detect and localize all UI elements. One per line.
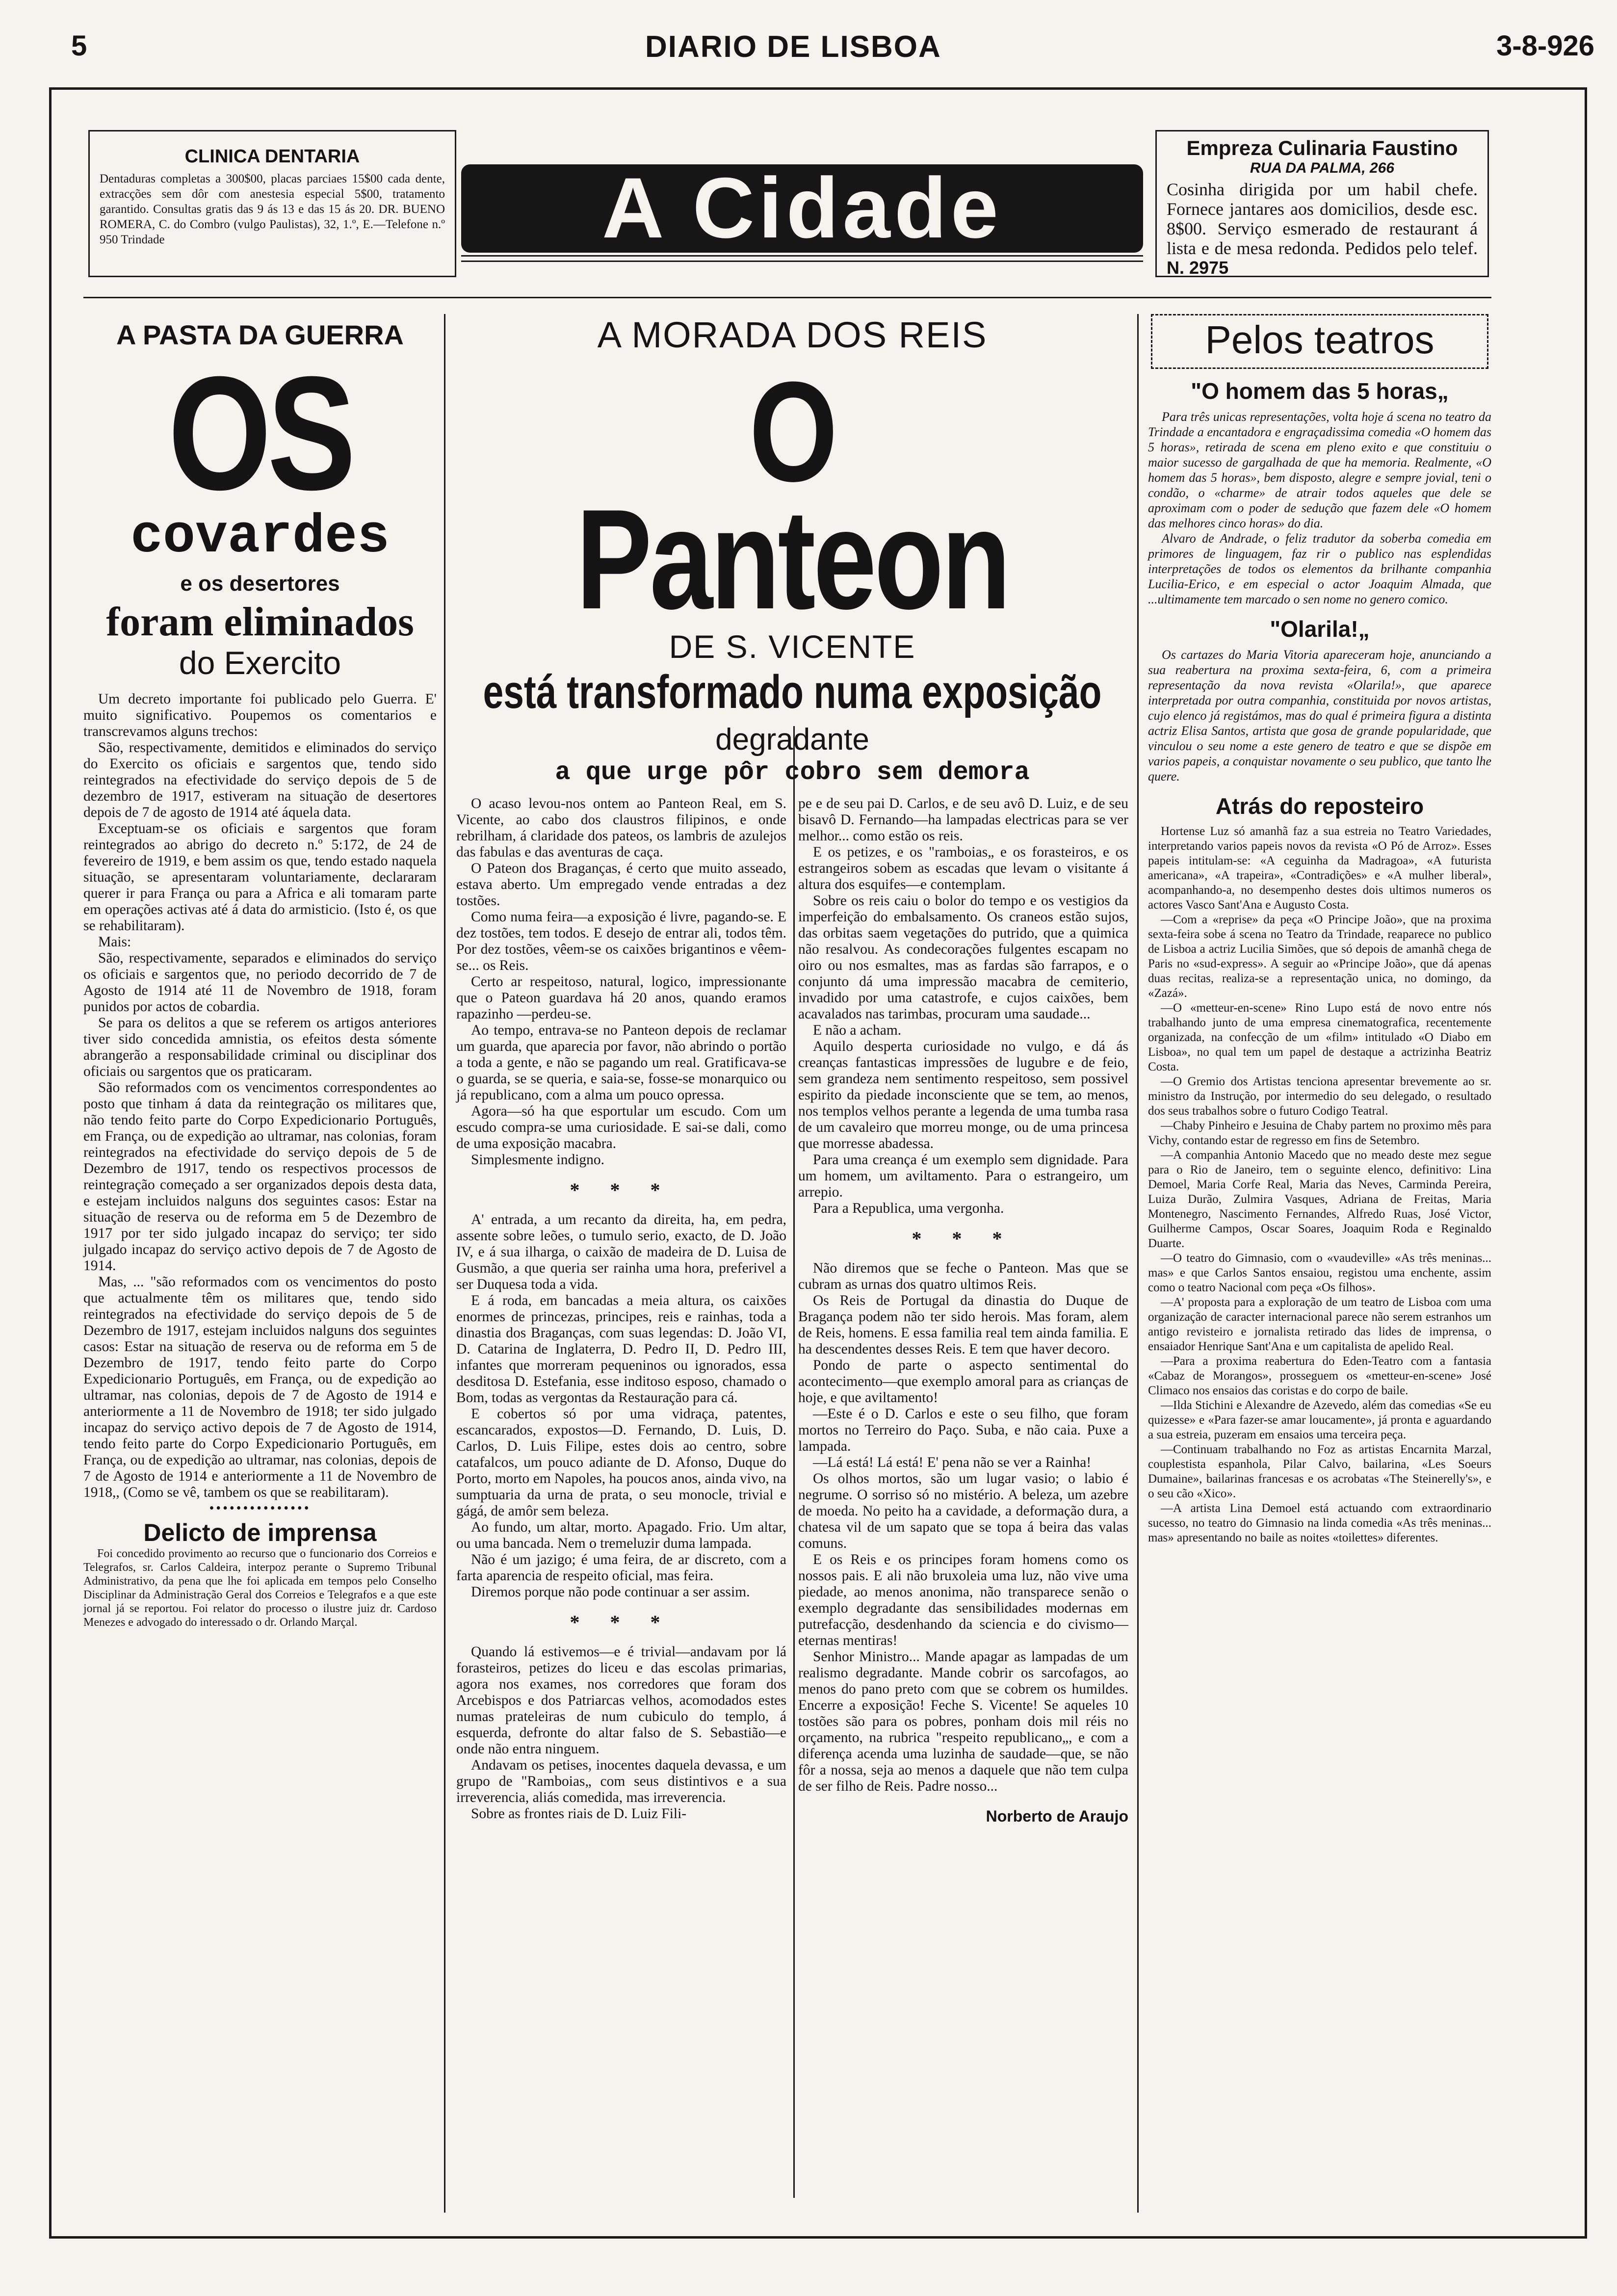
paragraph: O acaso levou-nos ontem ao Panteon Real, em S. Vicente, ao cabo dos claustros filipinos, e onde rebrilham, á claridade dos pateos, os lambris de azulejos das fabulas e das aventuras de caça.	[456, 796, 786, 860]
paragraph: Diremos porque não pode continuar a ser assim.	[471, 1584, 750, 1600]
subheading: "Olarila!„	[1270, 616, 1370, 642]
text-column-1	[456, 796, 786, 1825]
paragraph: Ao tempo, entrava-se no Panteon depois de reclamar um guarda, que aparecia por favor, não abrindo o portão a toda a gente, e não se pagando um real. Gratificava-se o guarda, se se queria, e saia-se, fosse-se monarquico ou já republicano, com a alma um pouco opressa.	[456, 1022, 786, 1103]
issue-date: 3-8-926	[1496, 30, 1594, 62]
paragraph: Os cartazes do Maria Vitoria apareceram hoje, anunciando a sua reabertura na proxima sexta-feira, 6, com a primeira representação da nova revista «Olarila!», que aparece interpretada por outra companhia, constituida por novos artistas, cujo elenco já registámos, mas do qual é primeira figura a distinta actriz Elisa Santos, artista que gosa de grande popularidade, que vinculou o seu nome a este genero de teatro e que se dispõe em varios papeis, a conquistar novamente o seu publico, que tanto lhe quere.	[1148, 648, 1491, 783]
headline-main: O Panteon	[576, 352, 1009, 639]
column-divider	[1137, 314, 1139, 2213]
paragraph: Senhor Ministro... Mande apagar as lampadas de um realismo degradante. Mande cobrir os sarcofagos, ao menos do pano preto com que se cobrem os humildes. Encerre a exposição! Feche S. Vicente! Se aqueles 10 tostões são para os pobres, ponham dois mil réis no orçamento, na rubrica "respeito republicano„, e com a diferença acenda uma luzinha de saudade—que, se não fôr a nossa, seja ao menos a daquele que não tem culpa de ser filho de Reis. Padre nosso...	[798, 1649, 1128, 1794]
paragraph: Para três unicas representações, volta hoje á scena no teatro da Trindade a encantadora e engraçadissima comedia «O homem das 5 horas», retirada de scena em pleno exito e que constituiu o maior sucesso de gargalhada de que ha memoria. Realmente, «O homem das 5 horas», bem disposto, alegre e sempre jovial, teni o condão, o «charme» de atrair todos aqueles que dele se aproximam com o poder de sedução que fazem dele «O homem das melhores cinco horas» do dia.	[1148, 410, 1491, 530]
news-item: —A artista Lina Demoel está actuando com extraordinario sucesso, no teatro do Gimnasio na linda comedia «As três meninas... mas» apresentando no baile as noites «toilettes» diferentes.	[1148, 1502, 1491, 1544]
column-title: Pelos teatros	[1151, 314, 1488, 369]
headline-line3: e os desertores	[180, 572, 340, 596]
news-item: —Ilda Stichini e Alexandre de Azevedo, além das comedias «Se eu quizesse» e «Para fazer-se amar loucamente», já pronta e aguardando a sua estreia, puzeram em ensaios uma terceira peça.	[1148, 1399, 1491, 1441]
delicto-title: Delicto de imprensa	[143, 1519, 377, 1546]
paragraph: Sobre as frontes riais de D. Luiz Fili-	[471, 1806, 687, 1822]
news-item: —Com a «reprise» da peça «O Principe João», que na proxima sexta-feira sobe á scena no Teatro da Trindade, reaparece no publico de Lisboa a actriz Lucilia Simões, que só depois de amanhã chega de Paris no «sud-express». A seguir ao «Principe João», que dá apenas duas recitas, realiza-se a representação unica, no domingo, da «Zazá».	[1148, 913, 1491, 1000]
ad-body: Dentaduras completas a 300$00, placas parciaes 15$00 cada dente, extracções sem dôr com anestesia especial 5$00, tratamento garantido. Consultas gratis das 9 ás 13 e das 15 ás 20. DR. BUENO ROMERA, C. do Combro (vulgo Paulistas), 32, 1.º, E.—Telefone n.º 950 Trindade	[100, 172, 445, 246]
section-break: * * *	[570, 1179, 673, 1201]
news-item: —A' proposta para a exploração de um teatro de Lisboa com uma organização de caracter internacional parece não serem estranhos um antigo revisteiro e jornalista retirado das lides de imprensa, o ensaiador Henrique Sant'Ana e um capitalista de apelido Real.	[1148, 1296, 1491, 1353]
paragraph: São, respectivamente, demitidos e eliminados do serviço do Exercito os oficiais e sargentos que, tendo sido reintegrados na efectividade do serviço depois de 5 de dezembro de 1917, estiveram na situação de desertores depois de 7 de agosto de 1914 até áquela data.	[83, 740, 437, 820]
paragraph: Os olhos mortos, são um lugar vasio; o labio é negrume. O sorriso só no mistério. A beleza, um azebre de moeda. No peito ha a cavidade, a deformação dura, a chatesa vil de um sapato que se topa á beira das valas comuns.	[798, 1471, 1128, 1551]
page-header	[20, 26, 1594, 70]
news-item: Hortense Luz só amanhã faz a sua estreia no Teatro Variedades, interpretando varios papeis novos da revista «O Pó de Arroz». Esses papeis intitulam-se: «A ceguinha da Madragoa», «A futurista americana», «A trapeira», «Contradições» e «A mulher liberal», acompanhando-a, no desempenho destes dois ultimos numeros os actores Vasco Sant'Ana e Augusto Costa.	[1148, 825, 1491, 912]
subheading: Atrás do reposteiro	[1215, 793, 1424, 819]
ad-title: Empreza Culinaria Faustino	[1186, 136, 1458, 159]
ad-address: RUA DA PALMA, 266	[1250, 160, 1394, 176]
paragraph: Quando lá estivemos—e é trivial—andavam por lá forasteiros, petizes do liceu e das escolas primarias, agora nos exames, nos corredores que foram dos Arcebispos e dos Patriarcas velhos, acomodados estes numas prateleiras de num cubiculo do templo, á esquerda, defronte do altar falso de S. Sebastião—e onde não entra ninguem.	[456, 1644, 786, 1757]
ornament-divider: •••••••••••••••	[209, 1501, 311, 1516]
paragraph: E os petizes, e os "ramboias„ e os forasteiros, e os estrangeiros sobem as escadas que levam o visitante á altura dos esquifes—e contemplam.	[798, 844, 1128, 892]
article-panteon	[456, 314, 1128, 1825]
subtitle-3: degradante	[715, 723, 869, 757]
column-pelos-teatros	[1148, 314, 1491, 1545]
paragraph: Se para os delitos a que se referem os artigos anteriores tiver sido concedida amnistia, os efeitos desta sómente abrangerão a responsabilidade criminal ou disciplinar dos oficiais ou sargentos que os praticaram.	[83, 1015, 437, 1079]
paragraph: Não diremos que se feche o Panteon. Mas que se cubram as urnas dos quatro ultimos Reis.	[798, 1260, 1128, 1292]
paragraph: E cobertos só por uma vidraça, patentes, escancarados, expostos—D. Fernando, D. Luis, D. Carlos, D. Luis Filipe, estes dois ao centro, sobre catafalcos, um pouco adiante de D. Afonso, Duque do Porto, morto em Napoles, ha poucos anos, ainda vivo, na sumptuaria da urna de prata, o seu monocle, trivial e gágá, de amôr sem beleza.	[456, 1406, 786, 1519]
author-signature: Norberto de Araujo	[986, 1807, 1128, 1825]
subtitle-2: está transformado numa exposição	[483, 666, 1102, 718]
headline-line2: covardes	[130, 507, 390, 568]
article-pasta-da-guerra	[83, 319, 437, 1629]
kicker: A PASTA DA GUERRA	[116, 319, 404, 350]
news-item: —O Gremio dos Artistas tenciona apresentar brevemente ao sr. ministro da Instrução, por intermedio do seu delegado, o resultado dos seus trabalhos sobre o futuro Codigo Teatral.	[1148, 1075, 1491, 1118]
ad-body-text: Cosinha dirigida por um habil chefe. Fornece jantares aos domicilios, desde esc. 8$00. Serviço esmerado de restaurant á lista e de mesa redonda. Pedidos pelo telef.	[1167, 180, 1478, 258]
paragraph: Como numa feira—a exposição é livre, pagando-se. E dez tostões, tem todos. E desejo de entrar ali, todos têm. Por dez tostões, vêem-se os caixões brigantinos e vêem-se... os Reis.	[456, 909, 786, 973]
text-column-2	[798, 796, 1128, 1825]
news-item: —Continuam trabalhando no Foz as artistas Encarnita Marzal, couplestista espanhola, Pilar Calvo, bailarina, «Les Soeurs Dumaine», bailarinas francesas e os acrobatas «The Steinerelly's», e o seu cão «Xico».	[1148, 1443, 1491, 1500]
paragraph: Foi concedido provimento ao recurso que o funcionario dos Correios e Telegrafos, sr. Carlos Caldeira, interpoz perante o Supremo Tribunal Administrativo, da pena que lhe foi aplicada em tempos pelo Conselho Disciplinar da Administração Geral dos Correios e Telegrafos e a que este jornal já se reportou. Foi relator do processo o ilustre juiz dr. Cardoso Menezes e advogado do interessado o dr. Orlando Marçal.	[83, 1547, 437, 1629]
paragraph: Certo ar respeitoso, natural, logico, impressionante que o Pateon guardava há 20 anos, quando eramos rapazinho —perdeu-se.	[456, 974, 786, 1022]
news-item: —O teatro do Gimnasio, com o «vaudeville» «As três meninas... mas» e que Carlos Santos ensaiou, registou uma enchente, assim como o teatro Nacional com peça «Os filhos».	[1148, 1252, 1491, 1294]
paragraph: Andavam os petises, inocentes daquela devassa, e um grupo de "Ramboias„ com seus distintivos e a sua irreverencia, aliás comedida, mas irreverencia.	[456, 1757, 786, 1805]
ad-empreza-culinaria	[1155, 130, 1489, 277]
paragraph: E os Reis e os principes foram homens como os nossos pais. E ali não bruxoleia uma luz, não vive uma piedade, ao menos anonima, não transparece senão o exemplo degradante das sensibilidades modernas em putrefacção, desdenhando da sciencia e do civismo—eternas mentiras!	[798, 1552, 1128, 1648]
delicto-body	[83, 1547, 437, 1629]
news-item: —Chaby Pinheiro e Jesuina de Chaby partem no proximo mês para Vichy, contando estar de regresso em fins de Setembro.	[1148, 1119, 1491, 1147]
paragraph: Sobre os reis caiu o bolor do tempo e os vestigios da imperfeição do embalsamento. Os craneos estão sujos, das orbitas saem vegetações do putrido, que a quimica não resalvou. As condecorações fulgentes escapam no oiro ou nos esmaltes, mas as fardas são farrapos, e o conjunto dá uma impressão macabra de cemiterio, invadido por uma catastrofe, e cujos caixões, bem acavalados nas tarimbas, procuram uma saudade...	[798, 893, 1128, 1022]
paragraph: Pondo de parte o aspecto sentimental do acontecimento—que exemplo amoral para as crianças de hoje, e que aviltamento!	[798, 1357, 1128, 1406]
news-item: —A companhia Antonio Macedo que no meado deste mez segue para o Rio de Janeiro, tem o seguinte elenco, definitivo: Lina Demoel, Maria Corfe Real, Maria das Neves, Carminda Pereira, Luiza Durão, Zulmira Vasques, Adriana de Freitas, Maria Montenegro, Nascimento Fernandes, Alfredo Ruas, José Victor, Guilherme Campos, Oscar Soares, Joaquim Roda e Reginaldo Duarte.	[1148, 1148, 1491, 1250]
section-break: * * *	[912, 1227, 1015, 1250]
headline-line5: do Exercito	[179, 645, 341, 681]
paragraph: A' entrada, a um recanto da direita, ha, em pedra, assente sobre leões, o tumulo serio, exacto, de D. João IV, e á sua ilharga, o caixão de madeira de D. Luisa de Gusmão, a que queria ser rainha uma hora, preferivel a ser Duquesa toda a vida.	[456, 1212, 786, 1292]
paragraph: Para a Republica, uma vergonha.	[813, 1200, 1004, 1216]
paragraph: Não é um jazigo; é uma feira, de ar discreto, com a farta aparencia de respeito oficial, mas feira.	[456, 1552, 786, 1584]
masthead: DIARIO DE LISBOA	[645, 30, 941, 64]
paragraph: Exceptuam-se os oficiais e sargentos que foram reintegrados ao abrigo do decreto n.º 5:172, de 24 de fevereiro de 1919, e bem assim os que, tendo estado naquela situação, se apresentaram voluntariamente, declararam querer ir para França ou para a Africa e ali tomaram parte em operações activas até á data do armisticio. (Isto é, os que se rehabilitaram).	[83, 821, 437, 934]
ad-phone: N. 2975	[1167, 258, 1229, 278]
headline-big: OS	[168, 342, 352, 523]
paragraph: Mais:	[98, 934, 131, 950]
paragraph: O Pateon dos Braganças, é certo que muito asseado, estava aberto. Um empregado vende entradas a dez tostões.	[456, 861, 786, 909]
news-item: —Para a proxima reabertura do Eden-Teatro com a fantasia «Cabaz de Morangos», prosseguem os «metteur-en-scene» José Climaco nos ensaios das coristas e do corpo de baile.	[1148, 1355, 1491, 1397]
subtitle-4: a que urge pôr cobro sem demora	[555, 758, 1030, 787]
paragraph: Simplesmente indigno.	[471, 1152, 605, 1168]
italic-body	[1148, 647, 1491, 784]
ad-title: CLINICA DENTARIA	[184, 146, 360, 167]
paragraph: Um decreto importante foi publicado pelo Guerra. E' muito significativo. Poupemos os comentarios e transcrevamos alguns trechos:	[83, 691, 437, 739]
paragraph: E não a acham.	[813, 1022, 902, 1038]
paragraph: Mas, ... "são reformados com os vencimentos do posto que actualmente têm os militares que, tendo sido reintegrados na efectividade do serviço depois de 5 de Dezembro de 1917, estejam incluidos nalguns dos seguintes casos: Estar na situação de reserva ou de reforma em 5 de Dezembro de 1917, tendo feito parte do Corpo Expedicionario Português, em França, ou de expedição ao ultramar, nas colonias, depois de 7 de Agosto de 1914 e anteriormente a 11 de Novembro de 1918; ter sido julgado incapaz do serviço activo depois de 7 de Agosto de 1914, tendo feito parte do Corpo Expedicionario Português, em França, ou de expedição ao ultramar, nas colonias, depois de 7 de Agosto de 1914 e anteriormente a 11 de Novembro de 1918,, (Como se vê, tambem os que se reabilitaram).	[83, 1274, 437, 1500]
paragraph: Para uma creança é um exemplo sem dignidade. Para um homem, um aviltamento. Para o estrangeiro, um arrepio.	[798, 1152, 1128, 1200]
paragraph: Ao fundo, um altar, morto. Apagado. Frio. Um altar, ou uma bancada. Nem o tremeluzir duma lampada.	[456, 1519, 786, 1551]
section-title-rule	[461, 255, 1143, 262]
divider	[83, 297, 1491, 298]
paragraph: São, respectivamente, separados e eliminados do serviço os oficiais e sargentos que, no periodo decorrido de 7 de Agosto de 1914 até 11 de Novembro de 1918, foram punidos por actos de cobardia.	[83, 950, 437, 1015]
kicker: A MORADA DOS REIS	[597, 314, 988, 355]
paragraph: —Lá está! Lá está! E' pena não se ver a Rainha!	[813, 1455, 1092, 1470]
ad-clinica-dentaria	[88, 130, 456, 277]
news-item: —O «metteur-en-scene» Rino Lupo está de novo entre nós trabalhando junto de uma empresa cinematografica, recentemente organizada, na confecção de um «film» intitulado «O Diabo em Lisboa», no qual tem um papel de destaque a actrizinha Beatriz Costa.	[1148, 1001, 1491, 1073]
column-divider	[444, 314, 445, 2213]
paragraph: São reformados com os vencimentos correspondentes ao posto que tinham á data da reintegração os militares que, não tendo feito parte do Corpo Expedicionario Português, em França, ou de expedição ao ultramar, nas colonias, foram reintegrados na efectividade do serviço depois de 5 de Dezembro de 1917, tendo os respectivos processos de reintegração começado a ser organizados depois desta data, e estejam incluidos nalguns dos seguintes casos: Estar na situação de reserva ou de reforma em 5 de Dezembro de 1917 por ter sido julgado incapaz do serviço; ter sido julgado incapaz do serviço activo depois de 7 de Agosto de 1914.	[83, 1080, 437, 1274]
subtitle-1: DE S. VICENTE	[669, 628, 916, 665]
paragraph: E á roda, em bancadas a meia altura, os caixões enormes de princezas, principes, reis e rainhas, toda a dinastia dos Braganças, com suas legendas: D. João VI, D. Catarina de Inglaterra, D. Pedro II, D. Pedro III, infantes que morreram pequeninos ou ignorados, essa desditosa D. Estefania, esse inditoso esposo, chamado o Bom, todas as vergontas da Restauração para cá.	[456, 1293, 786, 1406]
ad-body	[1167, 180, 1478, 278]
news-items	[1148, 824, 1491, 1545]
paragraph: pe e de seu pai D. Carlos, e de seu avô D. Luiz, e de seu bisavô D. Fernando—ha lampadas electricas para se ver melhor... como estão os reis.	[798, 796, 1128, 844]
paragraph: Agora—só ha que esportular um escudo. Com um escudo compra-se uma curiosidade. E sai-se dali, como de uma exposição macabra.	[456, 1103, 786, 1151]
section-title: A Cidade	[461, 164, 1143, 253]
section-break: * * *	[570, 1611, 673, 1633]
italic-body	[1148, 409, 1491, 607]
paragraph: Alvaro de Andrade, o feliz tradutor da soberba comedia em primores de linguagem, faz rir o publico nas esplendidas interpretações de todos os elementos da brilhante companhia Lucilia-Erico, e em especial o actor Joaquim Almada, que ...ultimamente tem marcado o sen nome no genero comico.	[1148, 531, 1491, 606]
page-number: 5	[71, 30, 87, 62]
article-columns	[456, 796, 1128, 1825]
paragraph: —Este é o D. Carlos e este o seu filho, que foram mortos no Terreiro do Paço. Suba, e não caia. Puxe a lampada.	[798, 1406, 1128, 1454]
paragraph: Os Reis de Portugal da dinastia do Duque de Bragança podem não ter sido herois. Mas foram, alem de Reis, homens. E essa familia real tem ainda familia. E ha descendentes desses Reis. E tem que haver decoro.	[798, 1293, 1128, 1357]
article-body	[83, 691, 437, 1501]
headline-line4: foram eliminados	[106, 599, 414, 645]
subheading: "O homem das 5 horas„	[1191, 378, 1449, 404]
paragraph: Aquilo desperta curiosidade no vulgo, e dá ás creanças fantasticas impressões de lugubre e de feio, sem grandeza nem sentimento respeitoso, sem possivel espirito da piedade inconsciente que se tem, ao menos, nos templos velhos perante a legenda de uma tumba rasa de um cavaleiro que morreu monge, ou de uma princesa que morresse abadessa.	[798, 1039, 1128, 1151]
